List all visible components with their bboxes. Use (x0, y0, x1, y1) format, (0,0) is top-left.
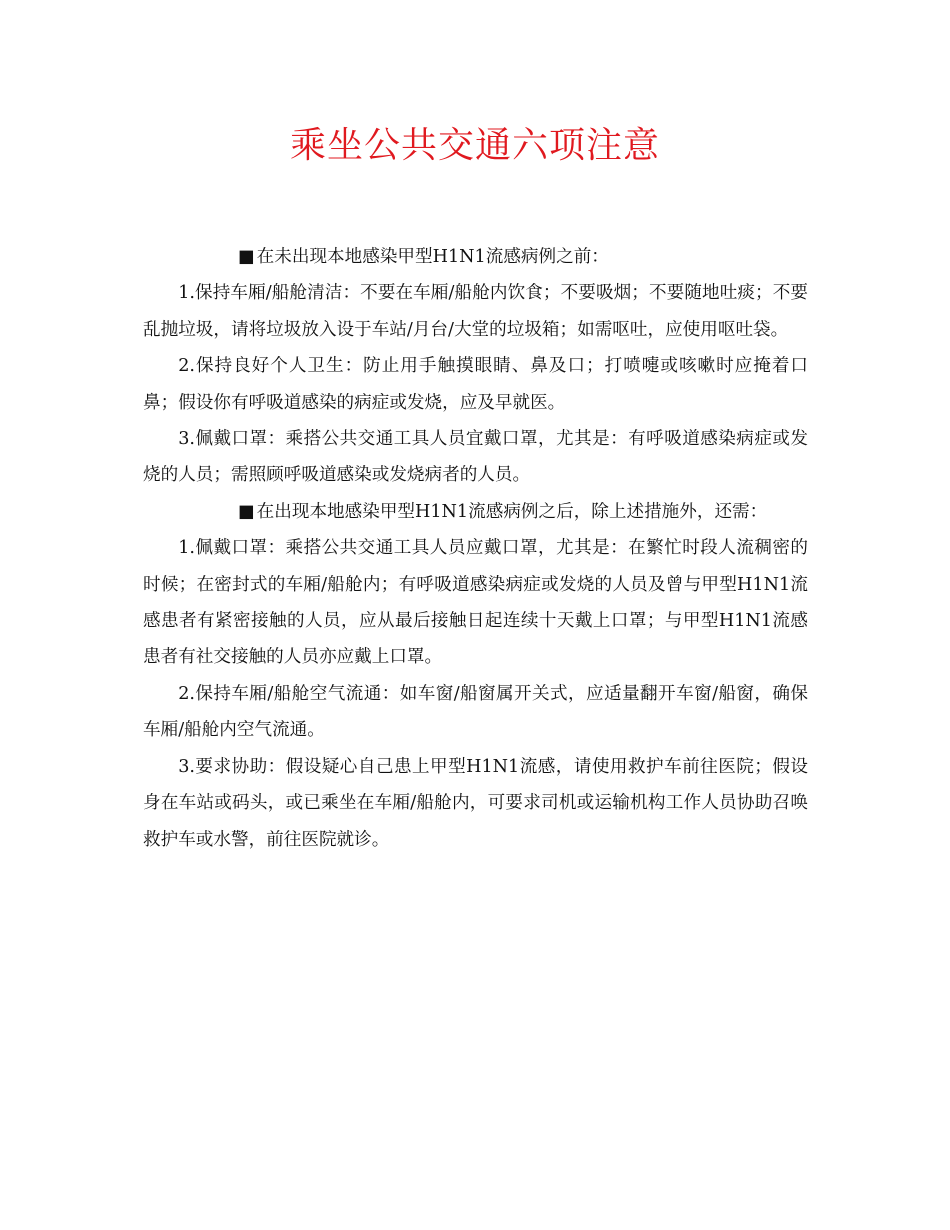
list-item: 3.佩戴口罩：乘搭公共交通工具人员宜戴口罩，尤其是：有呼吸道感染病症或发烧的人员；需照顾呼吸道感染或发烧病者的人员。 (143, 429, 808, 486)
list-item: 2.保持良好个人卫生：防止用手触摸眼睛、鼻及口；打喷嚏或咳嗽时应掩着口鼻；假设你有呼吸道感染的病症或发烧，应及早就医。 (143, 356, 808, 413)
square-bullet-icon: ■ (238, 247, 255, 267)
document-title: 乘坐公共交通六项注意 (289, 125, 660, 166)
list-item: 1.保持车厢/船舱清洁：不要在车厢/船舱内饮食；不要吸烟；不要随地吐痰；不要乱抛垃圾，请将垃圾放入设于车站/月台/大堂的垃圾箱；如需呕吐，应使用呕吐袋。 (143, 283, 808, 340)
section-heading-text: 在出现本地感染甲型H1N1流感病例之后，除上述措施外，还需： (256, 501, 768, 522)
list-item: 1.佩戴口罩：乘搭公共交通工具人员应戴口罩，尤其是：在繁忙时段人流稠密的时候；在密封式的车厢/船舱内；有呼吸道感染病症或发烧的人员及曾与甲型H1N1流感患者有紧密接触的人员，应从最后接触日起连续十天戴上口罩；与甲型H1N1流感患者有社交接触的人员亦应戴上口罩。 (143, 538, 808, 668)
square-bullet-icon: ■ (238, 501, 255, 522)
list-item: 2.保持车厢/船舱空气流通：如车窗/船窗属开关式，应适量翻开车窗/船窗，确保车厢/船舱内空气流通。 (143, 683, 808, 741)
section-heading (143, 494, 808, 530)
section-heading-text: 在未出现本地感染甲型H1N1流感病例之前： (256, 247, 609, 267)
section-heading (143, 239, 808, 275)
document-body (143, 239, 808, 858)
list-item: 3.要求协助：假设疑心自己患上甲型H1N1流感，请使用救护车前往医院；假设身在车站或码头，或已乘坐在车厢/船舱内，可要求司机或运输机构工作人员协助召唤救护车或水警，前往医院就诊。 (143, 756, 808, 850)
